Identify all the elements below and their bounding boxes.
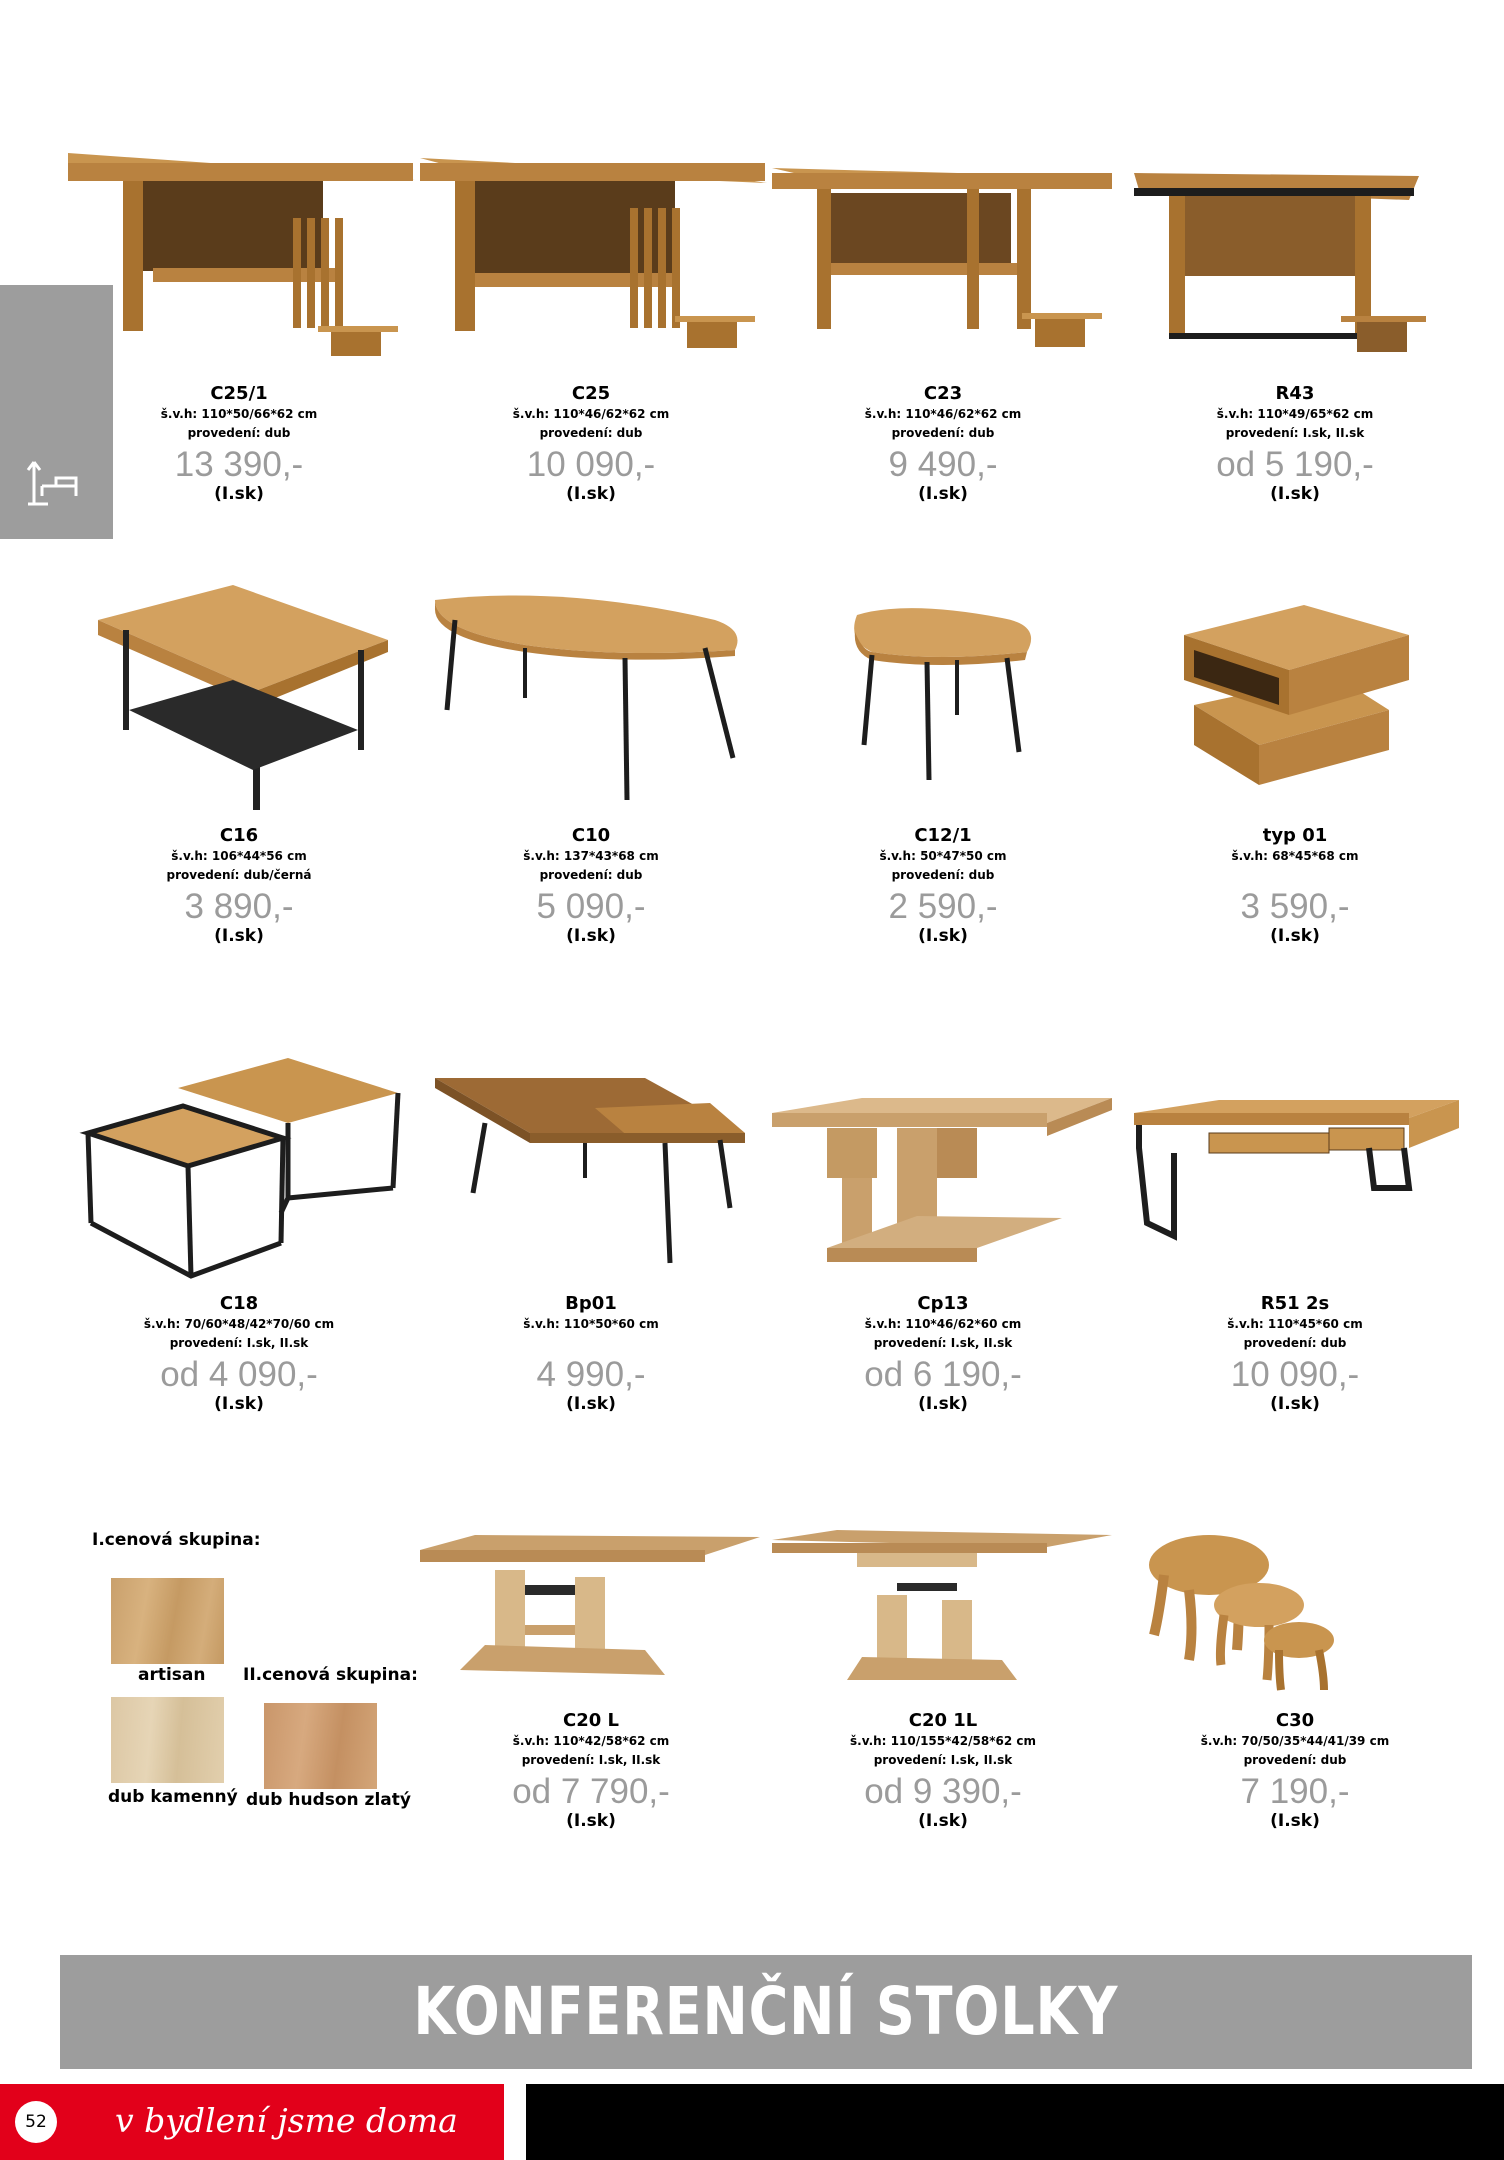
product-name: C25 <box>571 383 611 404</box>
product-finish: provedení: dub <box>1243 1753 1347 1767</box>
swatch-artisan-label: artisan <box>138 1665 206 1685</box>
product-image-c25 <box>415 138 767 378</box>
product-name: C23 <box>923 383 963 404</box>
product-price: 5 090,- <box>536 887 646 926</box>
product-image-c20-1l <box>767 1465 1119 1705</box>
swatch-dub-hudson-zlaty-label: dub hudson zlatý <box>246 1790 411 1810</box>
product-finish: provedení: I.sk, II.sk <box>169 1336 309 1350</box>
product-c16[interactable] <box>63 580 415 1040</box>
product-bp01[interactable] <box>415 1048 767 1508</box>
product-dimensions: š.v.h: 70/60*48/42*70/60 cm <box>143 1317 335 1331</box>
product-image-c23 <box>767 138 1119 378</box>
product-finish: provedení: dub <box>539 868 643 882</box>
product-finish: provedení: dub/černá <box>166 868 312 882</box>
product-image-c16 <box>63 580 415 820</box>
section-title-banner <box>60 1955 1472 2069</box>
product-dimensions: š.v.h: 137*43*68 cm <box>523 849 659 863</box>
product-name: C18 <box>219 1293 259 1314</box>
product-price: 10 090,- <box>1230 1355 1360 1394</box>
product-image-c12-1 <box>767 580 1119 820</box>
product-name: C10 <box>571 825 611 846</box>
product-image-c30 <box>1119 1465 1471 1705</box>
product-c20-l[interactable] <box>415 1465 767 1925</box>
product-c10[interactable] <box>415 580 767 1040</box>
product-finish: provedení: dub <box>539 426 643 440</box>
product-name: C25/1 <box>210 383 268 404</box>
product-name: typ 01 <box>1262 825 1328 846</box>
product-c25-1[interactable] <box>63 138 415 598</box>
product-price: 3 590,- <box>1240 887 1350 926</box>
product-price: od 5 190,- <box>1216 445 1374 484</box>
product-grade: (I.sk) <box>1270 484 1320 504</box>
product-grade: (I.sk) <box>566 1811 616 1831</box>
product-grade: (I.sk) <box>566 1394 616 1414</box>
product-finish: provedení: I.sk, II.sk <box>873 1753 1013 1767</box>
product-name: C16 <box>219 825 259 846</box>
product-dimensions: š.v.h: 110*46/62*62 cm <box>864 407 1022 421</box>
product-c12-1[interactable] <box>767 580 1119 1040</box>
product-finish <box>1119 866 1471 885</box>
product-price: 7 190,- <box>1240 1772 1350 1811</box>
product-dimensions: š.v.h: 110*46/62*60 cm <box>864 1317 1022 1331</box>
product-c30[interactable] <box>1119 1465 1471 1925</box>
product-dimensions: š.v.h: 110*50/66*62 cm <box>160 407 318 421</box>
product-name: C30 <box>1275 1710 1315 1731</box>
price-group-legend <box>88 1530 418 1830</box>
product-r51-2s[interactable] <box>1119 1048 1471 1508</box>
product-image-typ-01 <box>1119 580 1471 820</box>
product-finish: provedení: dub <box>891 868 995 882</box>
product-price: od 4 090,- <box>160 1355 318 1394</box>
product-dimensions: š.v.h: 110*42/58*62 cm <box>512 1734 670 1748</box>
product-price: 13 390,- <box>174 445 304 484</box>
product-price: 4 990,- <box>536 1355 646 1394</box>
product-finish: provedení: I.sk, II.sk <box>873 1336 1013 1350</box>
page-number: 52 <box>15 2101 57 2143</box>
product-price: od 6 190,- <box>864 1355 1022 1394</box>
product-dimensions: š.v.h: 70/50/35*44/41/39 cm <box>1200 1734 1390 1748</box>
product-price: od 9 390,- <box>864 1772 1022 1811</box>
product-finish: provedení: dub <box>891 426 995 440</box>
product-grade: (I.sk) <box>1270 1394 1320 1414</box>
product-r43[interactable] <box>1119 138 1471 598</box>
swatch-artisan <box>111 1578 224 1664</box>
product-name: R43 <box>1275 383 1315 404</box>
swatch-dub-kamenny-label: dub kamenný <box>108 1787 238 1807</box>
product-cp13[interactable] <box>767 1048 1119 1508</box>
product-name: C20 L <box>563 1710 619 1731</box>
product-dimensions: š.v.h: 110*50*60 cm <box>523 1317 659 1331</box>
product-typ-01[interactable] <box>1119 580 1471 1040</box>
product-dimensions: š.v.h: 106*44*56 cm <box>171 849 307 863</box>
product-image-r43 <box>1119 138 1471 378</box>
product-name: C12/1 <box>914 825 972 846</box>
product-price: 3 890,- <box>184 887 294 926</box>
product-grade: (I.sk) <box>1270 926 1320 946</box>
product-price: 9 490,- <box>888 445 998 484</box>
product-finish <box>415 1334 767 1353</box>
product-grade: (I.sk) <box>214 1394 264 1414</box>
product-dimensions: š.v.h: 68*45*68 cm <box>1231 849 1359 863</box>
footer-slogan: v bydlení jsme doma <box>115 2101 458 2140</box>
product-grade: (I.sk) <box>918 1811 968 1831</box>
product-grade: (I.sk) <box>1270 1811 1320 1831</box>
price-group-1-title: I.cenová skupina: <box>92 1530 261 1550</box>
product-price: od 7 790,- <box>512 1772 670 1811</box>
product-dimensions: š.v.h: 110*46/62*62 cm <box>512 407 670 421</box>
product-grade: (I.sk) <box>918 1394 968 1414</box>
swatch-dub-kamenny <box>111 1697 224 1783</box>
product-grade: (I.sk) <box>918 926 968 946</box>
product-c25[interactable] <box>415 138 767 598</box>
product-name: R51 2s <box>1260 1293 1330 1314</box>
product-grade: (I.sk) <box>566 926 616 946</box>
product-name: Bp01 <box>565 1293 617 1314</box>
product-grade: (I.sk) <box>214 926 264 946</box>
product-name: Cp13 <box>917 1293 969 1314</box>
product-grade: (I.sk) <box>214 484 264 504</box>
product-c20-1l[interactable] <box>767 1465 1119 1925</box>
product-price: 2 590,- <box>888 887 998 926</box>
product-finish: provedení: dub <box>1243 1336 1347 1350</box>
section-title: KONFERENČNÍ STOLKY <box>413 1973 1119 2050</box>
footer-black-bar <box>526 2084 1504 2160</box>
product-c18[interactable] <box>63 1048 415 1508</box>
product-grade: (I.sk) <box>566 484 616 504</box>
product-c23[interactable] <box>767 138 1119 598</box>
product-image-bp01 <box>415 1048 767 1288</box>
product-dimensions: š.v.h: 110/155*42/58*62 cm <box>850 1734 1036 1748</box>
product-finish: provedení: I.sk, II.sk <box>1225 426 1365 440</box>
product-image-c25-1 <box>63 138 415 378</box>
product-dimensions: š.v.h: 110*45*60 cm <box>1227 1317 1363 1331</box>
product-finish: provedení: dub <box>187 426 291 440</box>
product-grade: (I.sk) <box>918 484 968 504</box>
product-finish: provedení: I.sk, II.sk <box>521 1753 661 1767</box>
product-image-c18 <box>63 1048 415 1288</box>
product-name: C20 1L <box>908 1710 978 1731</box>
product-image-c20-l <box>415 1465 767 1705</box>
product-dimensions: š.v.h: 110*49/65*62 cm <box>1216 407 1374 421</box>
product-image-r51-2s <box>1119 1048 1471 1288</box>
swatch-dub-hudson-zlaty <box>264 1703 377 1789</box>
product-price: 10 090,- <box>526 445 656 484</box>
product-dimensions: š.v.h: 50*47*50 cm <box>879 849 1007 863</box>
product-image-c10 <box>415 580 767 820</box>
product-image-cp13 <box>767 1048 1119 1288</box>
price-group-2-title: II.cenová skupina: <box>243 1665 418 1685</box>
